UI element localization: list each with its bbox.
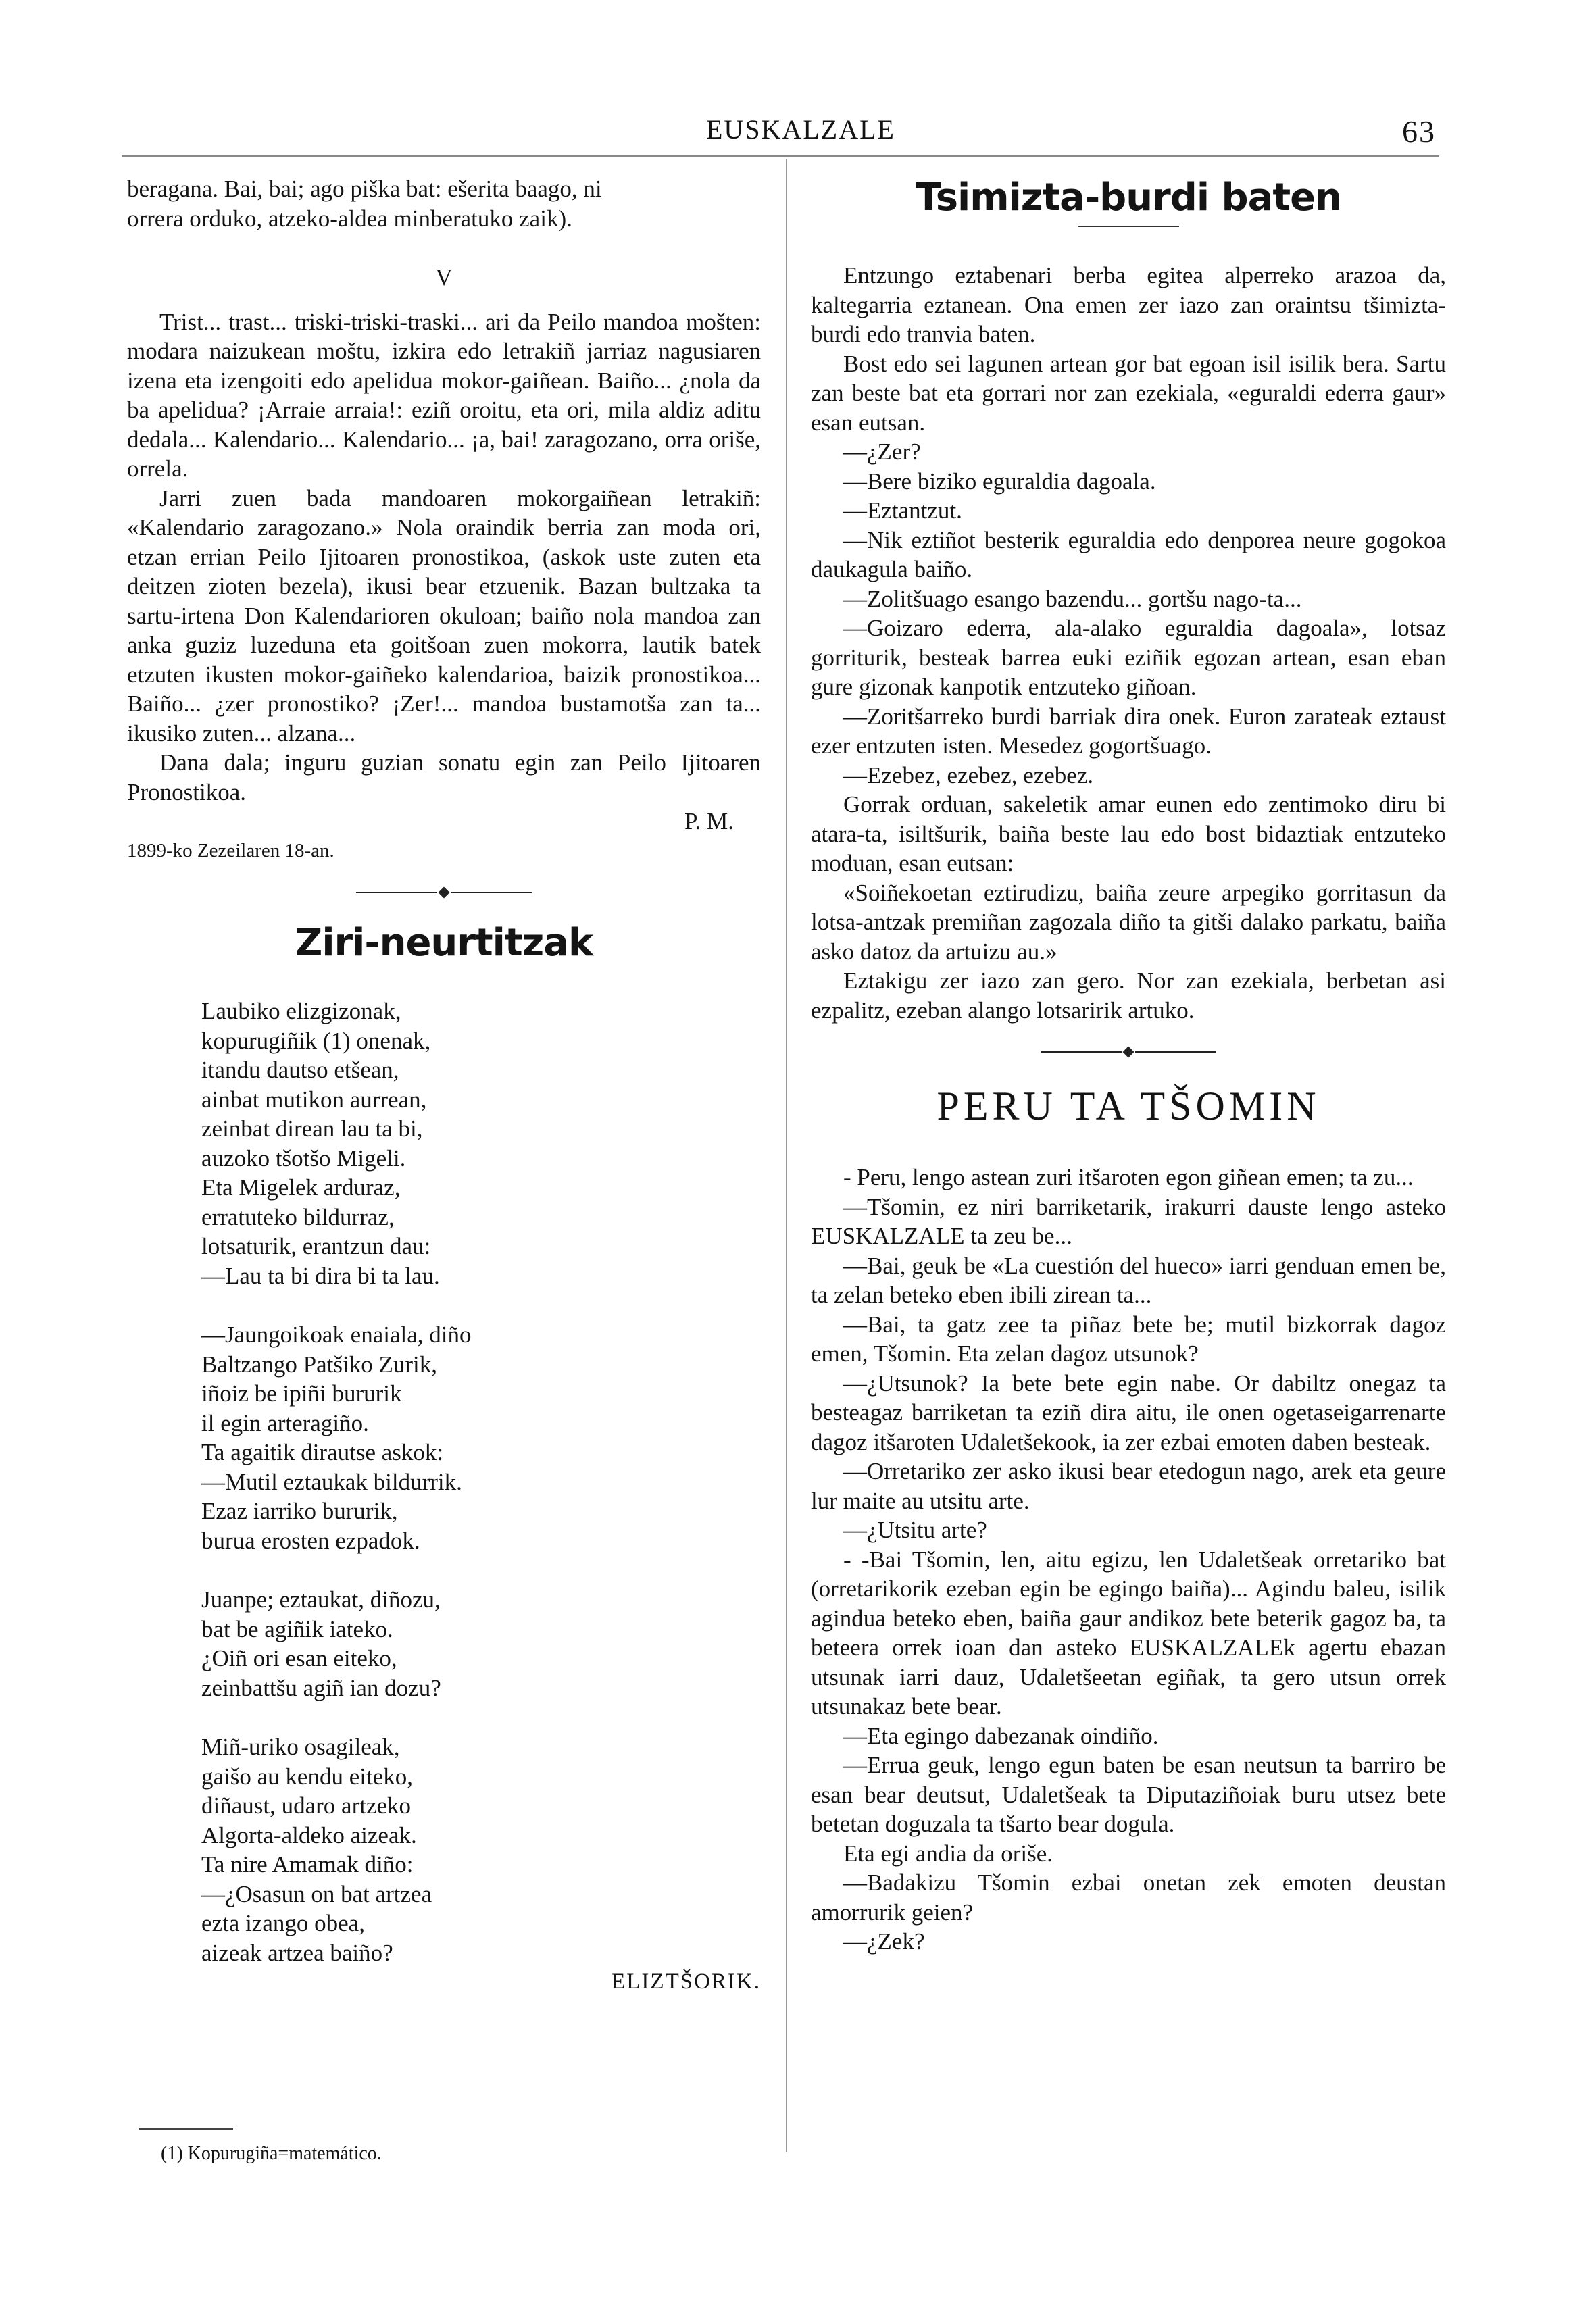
verse-line: Algorta-aldeko aizeak. [201,1821,417,1848]
verse-line: auzoko tšotšo Migeli. [201,1145,406,1172]
dialogue-paragraph: - -Bai Tšomin, len, aitu egizu, len Udaletšeak orretariko bat (orretarikorik ezeban egin be egingo baiña)... Agindu baleu, isilik agindua beteko eben, baiña gaur andikoz bete beterik gagoz ba, ta beteera orrek ioan dan asteko EUSKALZALEk agertu ebazan utsunak iarri dauz, Udaletšeetan egiñak, ta gero utsun orrek utsunakaz bete bear. [811,1546,1446,1719]
poem-signature: ELIZTŠORIK. [612,1969,761,1994]
story-paragraph: Trist... trast... triski-triski-traski... ari da Peilo mandoa mošten: modara naizukean moštu, izkira edo letrakiñ jarriaz nagusiaren izena eta izengoiti edo apelidua mokor-gaiñean. Baiño... ¿nola da ba apelidua? ¡Arraie arraia!: eziñ oroitu, eta ori, mila aldiz aditu dedala... Kalendario... Kalendario... ¡a, bai! zaragozano, orra oriše, orrela. [127,308,761,482]
dialogue-paragraph: —¿Utsunok? Ia bete bete egin nabe. Or dabiltz onegaz ta besteagaz barriketan ta eziñ dira aitu, ile onen ogetaseigarrenarte dagoz itšaroten Udaletšekook, ia zer ezbai emoten daben besteak. [811,1369,1446,1455]
stanza [201,1320,761,1555]
article-paragraph: —Zolitšuago esango bazendu... gortšu nago-ta... [843,585,1302,612]
verse-line: aizeak artzea baiño? [201,1939,393,1966]
footnote: (1) Kopurugiña=matemático. [161,2143,382,2164]
article-paragraph: —Zoritšarreko burdi barriak dira onek. Euron zarateak eztaust ezer entzuten isten. Mesedez gogortšuago. [811,703,1446,759]
verse-line: Baltzango Patšiko Zurik, [201,1351,437,1378]
page-number: 63 [1402,114,1436,149]
verse-line: erratuteko bildurraz, [201,1203,395,1230]
poem [127,997,761,1967]
article-paragraph: Bost edo sei lagunen artean gor bat egoan isil isilik bera. Sartu zan beste bat eta gorrari nor zan ezekiala, «eguraldi ederra gaur» esan eutsan. [811,350,1446,436]
verse-line: zeinbattšu agiñ ian dozu? [201,1674,441,1701]
verse-line: Miñ-uriko osagileak, [201,1734,400,1760]
article-paragraph: —Bere biziko eguraldia dagoala. [843,468,1156,495]
article-title: Tsimizta-burdi baten [915,176,1342,220]
verse-line: Ta nire Amamak diño: [201,1851,414,1878]
dialogue-paragraph: Eta egi andia da oriše. [843,1840,1053,1867]
verse-line: iñoiz be ipiñi bururik [201,1380,402,1407]
dialogue-paragraph: —¿Zek? [843,1928,925,1955]
story-paragraph: Jarri zuen bada mandoaren mokorgaiñean letrakiñ: «Kalendario zaragozano.» Nola oraindik berria zan moda ori, etzan errian Peilo Ijitoaren pronostikoa, (askok uste zuten eta deitzen zioten bezela), ikusi bear etzuenik. Bazan bultzaka ta sartu-irtena Don Kalendarioren okuloan; baiño nola mandoa zan anka guziz luzeduna eta goitšoan zuen mokorra, lautik batek etzuten ikusten mokor-gaiñeko kalendarioa, baizik pronostikoa... Baiño... ¿zer pronostiko? ¡Zer!... mandoa bustamotša zan ta... ikusiko zuten... alzana... [127,484,761,747]
article-paragraph: Eztakigu zer iazo zan gero. Nor zan ezekiala, berbetan asi ezpalitz, ezeban alango lotsaririk artuko. [811,967,1446,1024]
dialogue-paragraph: —Badakizu Tšomin ezbai onetan zek emoten deustan amorrurik geien? [811,1869,1446,1926]
dialogue-paragraph: —Bai, geuk be «La cuestión del hueco» iarri genduan emen be, ta zelan beteko eben ibili zirean ta... [811,1252,1446,1308]
verse-line: Laubiko elizgizonak, [201,998,401,1024]
verse-line: ainbat mutikon aurrean, [201,1086,427,1113]
intro-line: orrera orduko, atzeko-aldea minberatuko zaik). [127,205,572,232]
verse-line: kopurugiñik (1) onenak, [201,1027,431,1054]
verse-line: —Jaungoikoak enaiala, diño [201,1322,472,1348]
stanza [201,997,761,1290]
title-rule [1078,226,1179,227]
dialogue-title: PERU TA TŠOMIN [937,1084,1320,1128]
right-column [811,174,1446,1957]
poem-title: Ziri-neurtitzak [295,921,593,965]
stanza [201,1732,761,1967]
dialogue-paragraph: —Eta egingo dabezanak oindiño. [843,1722,1159,1749]
stanza [201,1585,761,1703]
verse-line: burua erosten ezpadok. [201,1527,420,1554]
running-title: EUSKALZALE [706,114,895,145]
dialogue-paragraph: —Bai, ta gatz zee ta piñaz bete be; mutil bizkorrak dagoz emen, Tšomin. Eta zelan dagoz utsunok? [811,1311,1446,1367]
article-paragraph: Gorrak orduan, sakeletik amar eunen edo zentimoko diru bi atara-ta, isiltšurik, baiña beste lau edo bost bidaztiak entzuteko moduan, esan eutsan: [811,791,1446,876]
dialogue-paragraph: —Tšomin, ez niri barriketarik, irakurri dauste lengo asteko EUSKALZALE ta zeu be... [811,1193,1446,1249]
verse-line: —Lau ta bi dira bi ta lau. [201,1262,440,1289]
verse-line: ¿Oiñ ori esan eiteko, [201,1645,397,1671]
dialogue-paragraph: —Errua geuk, lengo egun baten be esan neutsun ta barriro be esan bear deutsut, Udaletšeak ta Diputaziñoiak buru utsez bete betetan doguzala ta tšarto bear dogula. [811,1752,1446,1837]
dialogue-paragraph: —Orretariko zer asko ikusi bear etedogun nago, arek eta geure lur maite au utsitu arte. [811,1458,1446,1514]
header-rule [122,155,1439,157]
article-paragraph: —Ezebez, ezebez, ezebez. [843,761,1094,788]
article-paragraph: Entzungo eztabenari berba egitea alperreko arazoa da, kaltegarria eztanean. Ona emen zer iazo zan oraintsu tšimizta-burdi edo tranvia baten. [811,262,1446,347]
verse-line: lotsaturik, erantzun dau: [201,1233,431,1259]
intro-line: beragana. Bai, bai; ago piška bat: ešerita baago, ni [127,176,602,202]
section-number: V [435,264,453,291]
verse-line: —¿Osasun on bat artzea [201,1880,432,1907]
story-signature: P. M. [684,808,734,834]
left-column [127,174,761,1997]
article-paragraph: «Soiñekoetan eztirudizu, baiña zeure arpegiko gorritasun da lotsa-antzak premiñan zagozala diño ta gitši dalako parkatu, baiña asko datoz da artuizu au.» [811,879,1446,965]
verse-line: zeinbat direan lau ta bi, [201,1115,423,1142]
verse-line: Ezaz iarriko bururik, [201,1498,398,1524]
verse-line: diñaust, udaro artzeko [201,1792,412,1819]
verse-line: il egin arteragiño. [201,1409,369,1436]
verse-line: Ta agaitik dirautse askok: [201,1439,444,1465]
verse-line: bat be agiñik iateko. [201,1615,393,1642]
verse-line: ezta izango obea, [201,1910,365,1936]
verse-line: —Mutil eztaukak bildurrik. [201,1468,462,1495]
dialogue-paragraph: - Peru, lengo astean zuri itšaroten egon giñean emen; ta zu... [843,1164,1414,1190]
ornament-divider [127,880,761,905]
ornament-divider [811,1040,1446,1064]
footnote-rule [139,2128,233,2130]
article-paragraph: —¿Zer? [843,438,921,465]
article-paragraph: —Eztantzut. [843,497,962,524]
story-date: 1899-ko Zezeilaren 18-an. [127,839,334,861]
column-divider [786,159,787,2152]
article-paragraph: —Nik eztiñot besterik eguraldia edo denporea neure gogokoa daukagula baiño. [811,526,1446,582]
article-paragraph: —Goizaro ederra, ala-alako eguraldia dagoala», lotsaz gorriturik, besteak barrea euki eziñik egozan artean, esan eban gure gizonak kanpotik entzuteko giñoan. [811,615,1446,700]
dialogue-paragraph: —¿Utsitu arte? [843,1517,987,1543]
story-paragraph: Dana dala; inguru guzian sonatu egin zan Peilo Ijitoaren Pronostikoa. [127,749,761,805]
verse-line: itandu dautso etšean, [201,1057,399,1083]
verse-line: gaišo au kendu eiteko, [201,1763,413,1790]
verse-line: Juanpe; eztaukat, diñozu, [201,1586,441,1613]
verse-line: Eta Migelek arduraz, [201,1174,401,1201]
